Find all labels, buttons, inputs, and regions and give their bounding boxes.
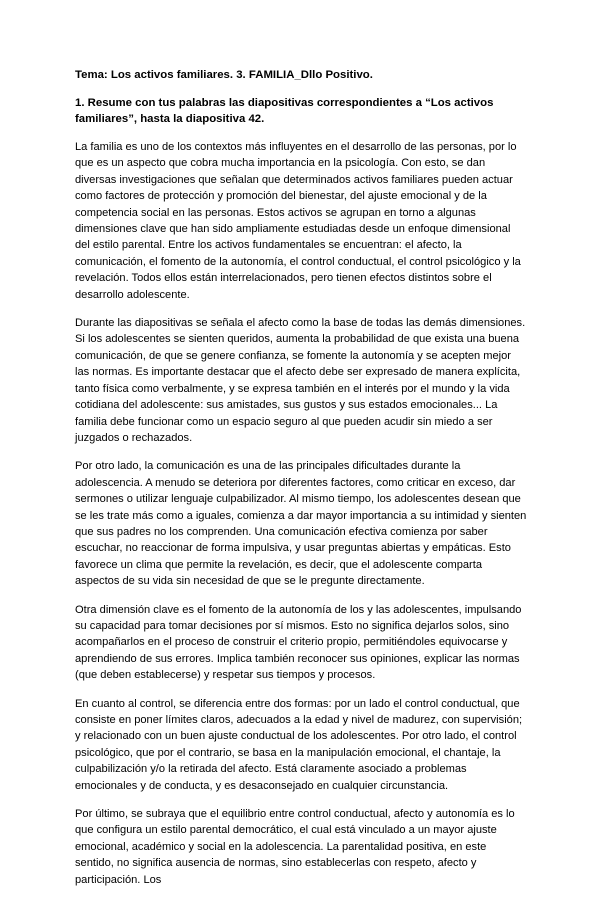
paragraph-conclusion: Por último, se subraya que el equilibrio entre control conductual, afecto y autonomía es lo que configura un estilo parental democrático, el cual está vinculado a un mayor ajuste emocional, académico y social en la adolescencia. La parentalidad positiva, en este sentido, no significa ausencia de normas, sino establecerlas con respeto, afecto y participación. Los	[75, 808, 515, 886]
paragraph-control: En cuanto al control, se diferencia entre dos formas: por un lado el control conductual, que consiste en poner límites claros, adecuados a la edad y nivel de madurez, con supervisión; y relacionado con un buen ajuste conductual de los adolescentes. Por otro lado, el control psicológico, que por el contrario, se basa en la manipulación emocional, el chantaje, la culpabilización y/o la retirada del afecto. Está claramente asociado a problemas emocionales y de conducta, y es desaconsejado en cualquier circunstancia.	[75, 697, 523, 792]
paragraph-comunicacion: Por otro lado, la comunicación es una de las principales dificultades durante la adolescencia. A menudo se deteriora por diferentes factores, como criticar en exceso, dar sermones o utilizar lenguaje culpabilizador. Al mismo tiempo, los adolescentes desean que se les trate más como a iguales, comienza a dar mayor importancia a su intimidad y sienten que sus padres no los comprenden. Una comunicación efectiva comienza por saber escuchar, no reaccionar de forma impulsiva, y usar preguntas abiertas y empáticas. Esto favorece un clima que permite la revelación, es decir, que el adolescente comparta aspectos de su vida sin necesidad de que se le pregunte directamente.	[75, 460, 527, 588]
paragraph-intro: La familia es uno de los contextos más influyentes en el desarrollo de las personas, por lo que es un aspecto que cobra mucha importancia en la psicología. Con esto, se dan diversas investigaciones que señalan que determinados activos familiares pueden actuar como factores de protección y promoción del bienestar, del ajuste emocional y de la competencia social en las personas. Estos activos se agrupan en torno a algunas dimensiones clave que han sido ampliamente estudiadas desde un enfoque dimensional del estilo parental. Entre los activos fundamentales se encuentran: el afecto, la comunicación, el fomento de la autonomía, el control conductual, el control psicológico y la revelación. Todos ellos están interrelacionados, pero tienen efectos distintos sobre el desarrollo adolescente.	[75, 141, 521, 301]
paragraph-afecto: Durante las diapositivas se señala el afecto como la base de todas las demás dimensiones. Si los adolescentes se sienten queridos, aumenta la probabilidad de que exista una buena comunicación, de que se genere confianza, se fomente la autonomía y se acepten mejor las normas. Es importante destacar que el afecto debe ser expresado de manera explícita, tanto física como verbalmente, y se expresa también en el interés por el mundo y la vida cotidiana del adolescente: sus amistades, sus gustos y sus estados emocionales... La familia debe funcionar como un espacio seguro al que pueden acudir sin miedo a ser juzgados o rechazados.	[75, 317, 526, 444]
document-title: Tema: Los activos familiares. 3. FAMILIA_Dllo Positivo.	[75, 69, 373, 81]
document-page	[75, 67, 527, 900]
paragraph-autonomia: Otra dimensión clave es el fomento de la autonomía de los y las adolescentes, impulsando su capacidad para tomar decisiones por sí mismos. Esto no significa dejarlos solos, sino acompañarlos en el proceso de construir el criterio propio, permitiéndoles equivocarse y aprendiendo de sus errores. Implica también reconocer sus opiniones, explicar las normas (que deben establecerse) y respetar sus tiempos y procesos.	[75, 603, 522, 682]
question-heading: 1. Resume con tus palabras las diapositivas correspondientes a “Los activos familiares”, hasta la diapositiva 42.	[75, 97, 494, 125]
